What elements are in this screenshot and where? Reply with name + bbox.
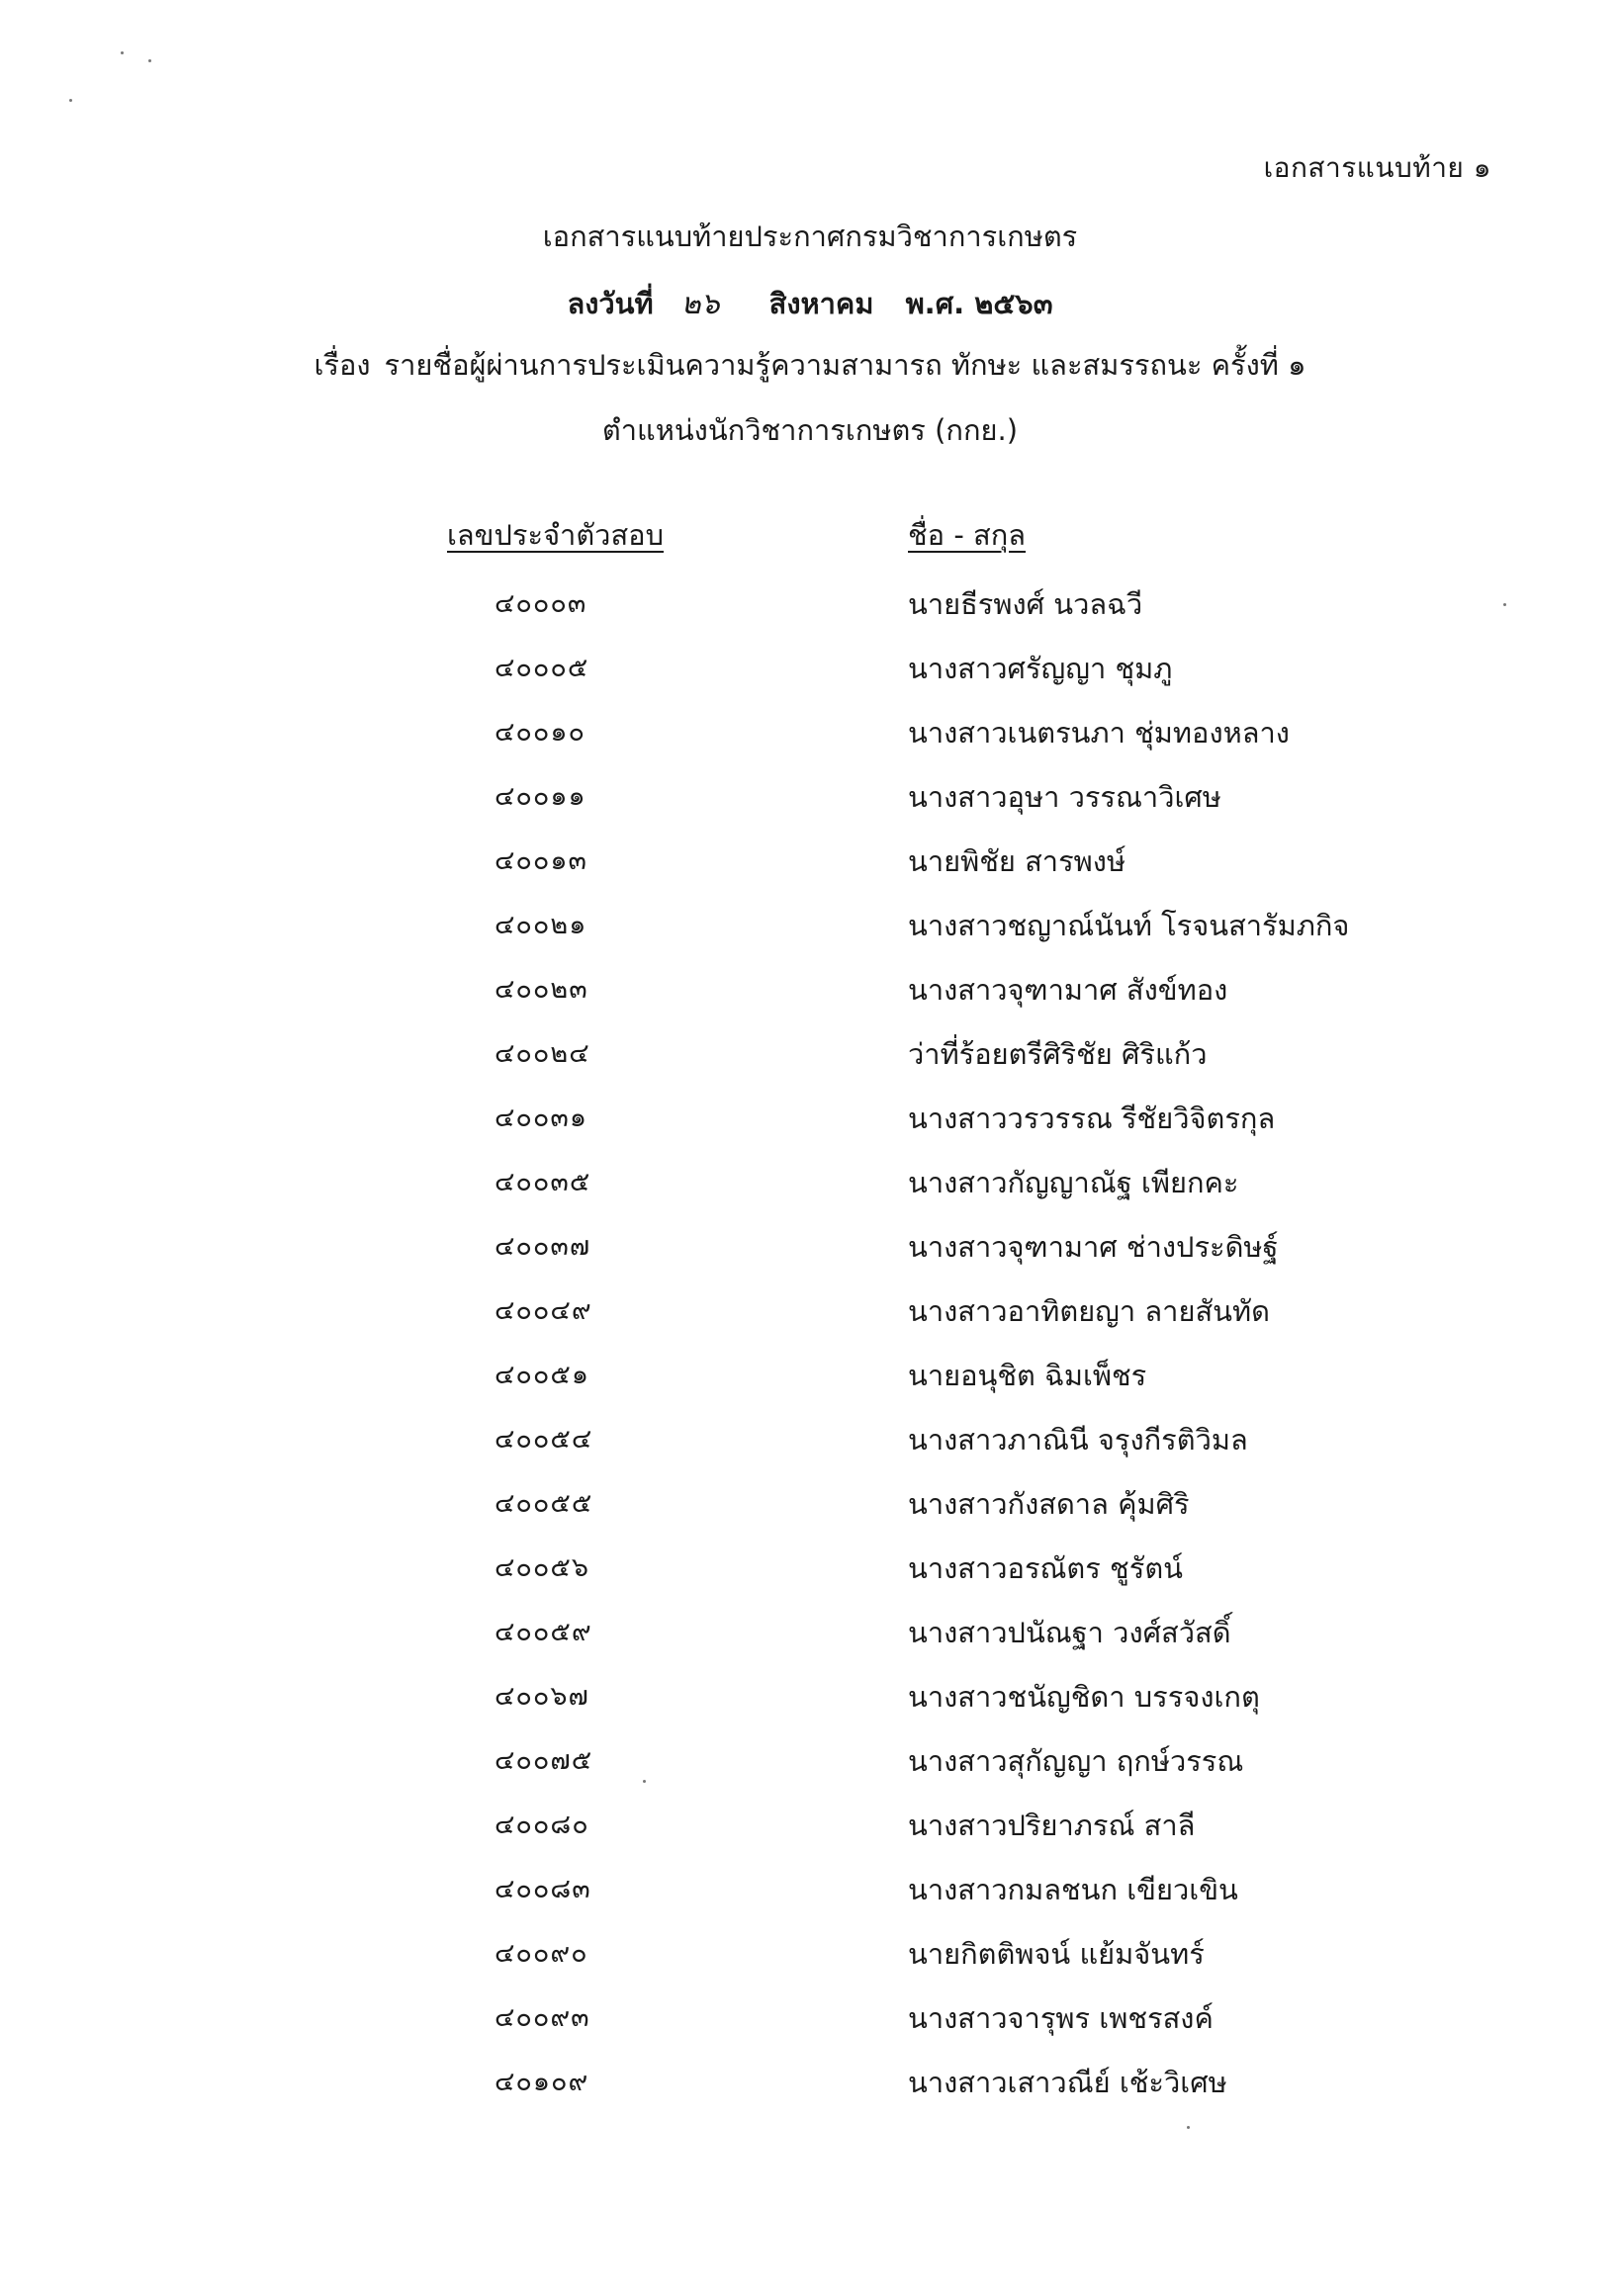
list-item bbox=[0, 1931, 1620, 1995]
candidate-name: นางสาวอุษา วรรณาวิเศษ bbox=[908, 780, 1221, 814]
candidate-name: นางสาวชญาณ์นันท์ โรจนสารัมภกิจ bbox=[908, 909, 1350, 942]
list-item bbox=[0, 1160, 1620, 1224]
exam-id: ๔๐๐๕๑ bbox=[495, 1360, 589, 1390]
exam-id: ๔๐๐๒๓ bbox=[495, 974, 588, 1005]
candidate-name: นางสาวอาทิตยญา ลายสันทัด bbox=[908, 1294, 1270, 1328]
list-item bbox=[0, 903, 1620, 967]
exam-id: ๔๐๐๘๐ bbox=[495, 1810, 589, 1840]
list-item bbox=[0, 967, 1620, 1031]
exam-id: ๔๐๑๐๙ bbox=[495, 2067, 589, 2097]
list-item bbox=[0, 646, 1620, 710]
candidate-name: นางสาวกังสดาล คุ้มศิริ bbox=[908, 1487, 1190, 1521]
candidate-name: ว่าที่ร้อยตรีศิริชัย ศิริแก้ว bbox=[908, 1037, 1208, 1071]
exam-id: ๔๐๐๙๐ bbox=[495, 1938, 588, 1969]
exam-id: ๔๐๐๑๓ bbox=[495, 845, 587, 876]
date-year: พ.ศ. ๒๕๖๓ bbox=[905, 287, 1053, 320]
announcement-date bbox=[0, 281, 1620, 327]
exam-id: ๔๐๐๕๕ bbox=[495, 1488, 593, 1519]
candidate-name: นางสาวศรัญญา ชุมภู bbox=[908, 652, 1173, 685]
column-header-full-name: ชื่อ - สกุล bbox=[908, 518, 1027, 552]
list-item bbox=[0, 1610, 1620, 1674]
list-item bbox=[0, 1545, 1620, 1610]
list-item bbox=[0, 1738, 1620, 1803]
candidate-name: นางสาวอรณัตร ชูรัตน์ bbox=[908, 1551, 1183, 1585]
date-day-handwritten: ๒๖ bbox=[680, 287, 720, 321]
scan-speck bbox=[69, 99, 72, 102]
column-header-exam-id: เลขประจำตัวสอบ bbox=[447, 518, 664, 552]
subject-label: เรื่อง bbox=[314, 348, 371, 382]
candidate-name: นางสาววรวรรณ รีชัยวิจิตรกุล bbox=[908, 1102, 1276, 1135]
scan-speck bbox=[121, 51, 124, 54]
list-item bbox=[0, 1031, 1620, 1096]
candidate-name: นางสาวจารุพร เพชรสงค์ bbox=[908, 2001, 1214, 2035]
candidate-name: นายอนุชิต ฉิมเพ็ชร bbox=[908, 1359, 1147, 1392]
scan-speck bbox=[148, 59, 151, 62]
annex-label: เอกสารแนบท้าย ๑ bbox=[1263, 151, 1491, 184]
candidate-name: นายกิตติพจน์ แย้มจันทร์ bbox=[908, 1937, 1205, 1971]
exam-id: ๔๐๐๒๑ bbox=[495, 910, 587, 940]
candidate-name: นางสาวเสาวณีย์ เช้ะวิเศษ bbox=[908, 2066, 1227, 2099]
list-item bbox=[0, 774, 1620, 839]
list-item bbox=[0, 1481, 1620, 1545]
exam-id: ๔๐๐๑๐ bbox=[495, 717, 586, 748]
candidate-name: นางสาวกัญญาณัฐ เพียกคะ bbox=[908, 1166, 1239, 1199]
scan-speck bbox=[643, 1780, 646, 1783]
exam-id: ๔๐๐๒๔ bbox=[495, 1038, 590, 1069]
exam-id: ๔๐๐๕๔ bbox=[495, 1424, 593, 1455]
exam-id: ๔๐๐๐๕ bbox=[495, 653, 589, 683]
announcement-title: เอกสารแนบท้ายประกาศกรมวิชาการเกษตร bbox=[542, 220, 1078, 253]
list-item bbox=[0, 1224, 1620, 1288]
exam-id: ๔๐๐๕๖ bbox=[495, 1552, 589, 1583]
list-item bbox=[0, 1353, 1620, 1417]
exam-id: ๔๐๐๓๑ bbox=[495, 1103, 587, 1133]
exam-id: ๔๐๐๕๙ bbox=[495, 1617, 592, 1647]
list-item bbox=[0, 1867, 1620, 1931]
candidate-name: นางสาวปริยาภรณ์ สาลี bbox=[908, 1809, 1196, 1842]
candidate-name: นายพิชัย สารพงษ์ bbox=[908, 844, 1126, 878]
list-item bbox=[0, 581, 1620, 646]
exam-id: ๔๐๐๑๑ bbox=[495, 781, 586, 812]
list-item bbox=[0, 1995, 1620, 2060]
exam-id: ๔๐๐๖๗ bbox=[495, 1681, 589, 1712]
date-month: สิงหาคม bbox=[768, 287, 874, 320]
candidate-name: นางสาวปนัณฐา วงศ์สวัสดิ์ bbox=[908, 1616, 1231, 1649]
exam-id: ๔๐๐๔๙ bbox=[495, 1295, 592, 1326]
candidate-name: นางสาวชนัญชิดา บรรจงเกตุ bbox=[908, 1680, 1260, 1714]
date-prefix: ลงวันที่ bbox=[567, 287, 654, 320]
subject-text: รายชื่อผู้ผ่านการประเมินความรู้ความสามารถ ทักษะ และสมรรถนะ ครั้งที่ ๑ bbox=[384, 348, 1306, 382]
scan-speck bbox=[1187, 2126, 1190, 2129]
list-item bbox=[0, 1674, 1620, 1738]
scan-speck bbox=[1503, 603, 1506, 606]
exam-id: ๔๐๐๐๓ bbox=[495, 588, 587, 619]
list-item bbox=[0, 1803, 1620, 1867]
list-item bbox=[0, 2060, 1620, 2124]
announcement-position: ตำแหน่งนักวิชาการเกษตร (กกย.) bbox=[601, 413, 1019, 447]
exam-id: ๔๐๐๗๕ bbox=[495, 1745, 593, 1776]
list-item bbox=[0, 839, 1620, 903]
exam-id: ๔๐๐๘๓ bbox=[495, 1874, 591, 1904]
exam-id: ๔๐๐๓๕ bbox=[495, 1167, 591, 1197]
candidate-name: นางสาวจุฑามาศ สังข์ทอง bbox=[908, 973, 1228, 1007]
candidate-name: นางสาวกมลชนก เขียวเขิน bbox=[908, 1873, 1238, 1906]
candidate-name: นางสาวภาณินี จรุงกีรติวิมล bbox=[908, 1423, 1248, 1457]
candidate-name: นางสาวจุฑามาศ ช่างประดิษฐ์ bbox=[908, 1230, 1279, 1264]
candidate-list bbox=[0, 581, 1620, 2124]
list-item bbox=[0, 710, 1620, 774]
candidate-name: นางสาวเนตรนภา ชุ่มทองหลาง bbox=[908, 716, 1290, 750]
exam-id: ๔๐๐๓๗ bbox=[495, 1231, 591, 1262]
candidate-name: นายธีรพงศ์ นวลฉวี bbox=[908, 587, 1143, 621]
list-item bbox=[0, 1417, 1620, 1481]
list-item bbox=[0, 1096, 1620, 1160]
exam-id: ๔๐๐๙๓ bbox=[495, 2002, 590, 2033]
list-item bbox=[0, 1288, 1620, 1353]
announcement-subject bbox=[0, 342, 1620, 388]
candidate-name: นางสาวสุกัญญา ฤกษ์วรรณ bbox=[908, 1744, 1244, 1778]
